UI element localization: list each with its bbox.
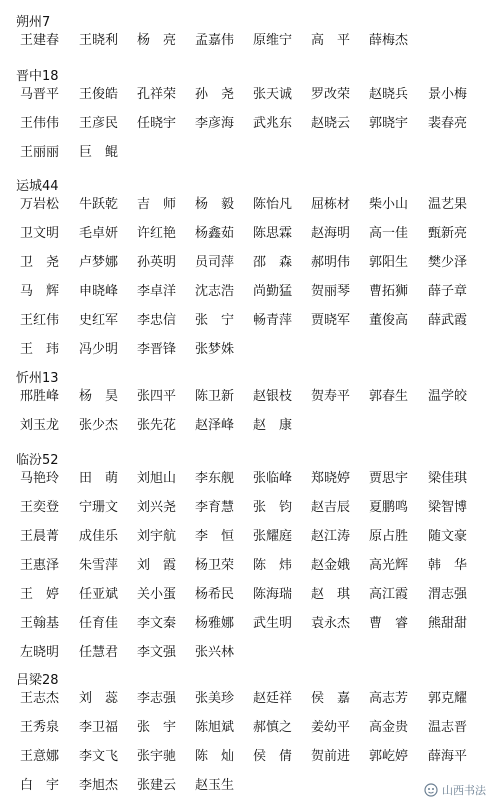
person-name: 卫尧 (20, 255, 73, 270)
person-name: 张宇 (137, 720, 190, 735)
person-name: 郭阳生 (369, 255, 409, 270)
person-name: 王婷 (20, 587, 73, 602)
person-name: 陈思霖 (253, 226, 293, 241)
person-name: 朱雪萍 (79, 558, 119, 573)
person-name: 王俊皓 (79, 87, 119, 102)
person-name: 杨卫荣 (195, 558, 235, 573)
person-name: 张天诚 (253, 87, 293, 102)
person-name: 张宇驰 (137, 749, 177, 764)
person-name: 王丽丽 (20, 145, 60, 160)
name-row (0, 386, 494, 408)
person-name: 赵玉生 (195, 778, 235, 793)
person-name: 许红艳 (137, 226, 177, 241)
region-header: 朔州7 (16, 15, 51, 30)
person-name: 罗改荣 (311, 87, 351, 102)
person-name: 孔祥荣 (137, 87, 177, 102)
person-name: 白宇 (20, 778, 73, 793)
person-name: 万岩松 (20, 197, 60, 212)
name-row (0, 194, 494, 216)
person-name: 韩华 (428, 558, 481, 573)
person-name: 武生明 (253, 616, 293, 631)
person-name: 赵吉辰 (311, 500, 351, 515)
person-name: 陈怡凡 (253, 197, 293, 212)
person-name: 张兴林 (195, 645, 235, 660)
person-name: 高金贵 (369, 720, 409, 735)
name-row (0, 415, 494, 437)
person-name: 任晓宇 (137, 116, 177, 131)
person-name: 张梦姝 (195, 342, 235, 357)
person-name: 李育慧 (195, 500, 235, 515)
person-name: 张少杰 (79, 418, 119, 433)
person-name: 王奕登 (20, 500, 60, 515)
person-name: 景小梅 (428, 87, 468, 102)
person-name: 郭克耀 (428, 691, 468, 706)
person-name: 陈炜 (253, 558, 306, 573)
person-name: 薛海平 (428, 749, 468, 764)
person-name: 樊少泽 (428, 255, 468, 270)
person-name: 张先花 (137, 418, 177, 433)
person-name: 王惠泽 (20, 558, 60, 573)
person-name: 王志杰 (20, 691, 60, 706)
person-name: 梁佳琪 (428, 471, 468, 486)
person-name: 王玮 (20, 342, 73, 357)
person-name: 王晓利 (79, 33, 119, 48)
person-name: 梁智博 (428, 500, 468, 515)
person-name: 夏鹏鸣 (369, 500, 409, 515)
person-name: 马晋平 (20, 87, 60, 102)
person-name: 高江霞 (369, 587, 409, 602)
person-name: 张耀庭 (253, 529, 293, 544)
name-row (0, 642, 494, 664)
person-name: 武兆东 (253, 116, 293, 131)
person-name: 邢胜峰 (20, 389, 60, 404)
name-row (0, 468, 494, 490)
person-name: 赵江涛 (311, 529, 351, 544)
person-name: 张美珍 (195, 691, 235, 706)
person-name: 李卓洋 (137, 284, 177, 299)
person-name: 李志强 (137, 691, 177, 706)
person-name: 郝明伟 (311, 255, 351, 270)
wechat-account-icon (424, 783, 438, 797)
person-name: 赵金娥 (311, 558, 351, 573)
person-name: 李彦海 (195, 116, 235, 131)
person-name: 熊甜甜 (428, 616, 468, 631)
person-name: 董俊高 (369, 313, 409, 328)
person-name: 侯嘉 (311, 691, 364, 706)
person-name: 陈灿 (195, 749, 248, 764)
person-name: 郭屹婷 (369, 749, 409, 764)
person-name: 杨亮 (137, 33, 190, 48)
person-name: 张四平 (137, 389, 177, 404)
person-name: 高平 (311, 33, 364, 48)
person-name: 郭晓宇 (369, 116, 409, 131)
person-name: 牛跃乾 (79, 197, 119, 212)
person-name: 王彦民 (79, 116, 119, 131)
person-name: 高光辉 (369, 558, 409, 573)
person-name: 杨鑫茹 (195, 226, 235, 241)
person-name: 卫文明 (20, 226, 60, 241)
person-name: 温学皎 (428, 389, 468, 404)
person-name: 王翰基 (20, 616, 60, 631)
person-name: 袁永杰 (311, 616, 351, 631)
person-name: 赵康 (253, 418, 306, 433)
person-name: 孙尧 (195, 87, 248, 102)
name-row (0, 526, 494, 548)
person-name: 曹拓狮 (369, 284, 409, 299)
person-name: 杨毅 (195, 197, 248, 212)
person-name: 李文秦 (137, 616, 177, 631)
person-name: 左晓明 (20, 645, 60, 660)
person-name: 杨昊 (79, 389, 132, 404)
person-name: 渭志强 (428, 587, 468, 602)
person-name: 马艳玲 (20, 471, 60, 486)
person-name: 刘旭山 (137, 471, 177, 486)
person-name: 李忠信 (137, 313, 177, 328)
person-name: 田萌 (79, 471, 132, 486)
person-name: 贺丽琴 (311, 284, 351, 299)
name-row (0, 310, 494, 332)
person-name: 郝慎之 (253, 720, 293, 735)
region-header: 忻州13 (16, 371, 59, 386)
person-name: 赵晓云 (311, 116, 351, 131)
person-name: 杨雅娜 (195, 616, 235, 631)
person-name: 张建云 (137, 778, 177, 793)
person-name: 贾晓军 (311, 313, 351, 328)
watermark (424, 782, 486, 798)
person-name: 原占胜 (369, 529, 409, 544)
person-name: 赵琪 (311, 587, 364, 602)
person-name: 高志芳 (369, 691, 409, 706)
person-name: 李文飞 (79, 749, 119, 764)
person-name: 宁珊文 (79, 500, 119, 515)
person-name: 尚勤猛 (253, 284, 293, 299)
person-name: 刘蕊 (79, 691, 132, 706)
person-name: 关小蛋 (137, 587, 177, 602)
person-name: 李旭杰 (79, 778, 119, 793)
name-row (0, 717, 494, 739)
person-name: 刘宇航 (137, 529, 177, 544)
region-header: 运城44 (16, 179, 59, 194)
name-row (0, 688, 494, 710)
name-row (0, 142, 494, 164)
person-name: 温艺果 (428, 197, 468, 212)
person-name: 贺寿平 (311, 389, 351, 404)
person-name: 员司萍 (195, 255, 235, 270)
person-name: 张宁 (195, 313, 248, 328)
person-name: 王秀泉 (20, 720, 60, 735)
region-header: 晋中18 (16, 69, 59, 84)
person-name: 赵海明 (311, 226, 351, 241)
region-header: 吕梁28 (16, 673, 59, 688)
person-name: 刘玉龙 (20, 418, 60, 433)
person-name: 李卫福 (79, 720, 119, 735)
person-name: 李东舰 (195, 471, 235, 486)
person-name: 马辉 (20, 284, 73, 299)
person-name: 甄新亮 (428, 226, 468, 241)
person-name: 刘兴尧 (137, 500, 177, 515)
person-name: 温志晋 (428, 720, 468, 735)
person-name: 曹睿 (369, 616, 422, 631)
person-name: 畅青萍 (253, 313, 293, 328)
name-row (0, 252, 494, 274)
person-name: 毛卓妍 (79, 226, 119, 241)
person-name: 王红伟 (20, 313, 60, 328)
watermark-text: 山西书法 (442, 784, 486, 797)
name-row (0, 746, 494, 768)
person-name: 张钧 (253, 500, 306, 515)
person-name: 孟嘉伟 (195, 33, 235, 48)
person-name: 裴春亮 (428, 116, 468, 131)
person-name: 赵泽峰 (195, 418, 235, 433)
person-name: 陈旭斌 (195, 720, 235, 735)
person-name: 邵森 (253, 255, 306, 270)
person-name: 杨希民 (195, 587, 235, 602)
person-name: 任育佳 (79, 616, 119, 631)
person-name: 屈栋材 (311, 197, 351, 212)
name-row (0, 339, 494, 361)
person-name: 王意娜 (20, 749, 60, 764)
person-name: 任慧君 (79, 645, 119, 660)
person-name: 沈志浩 (195, 284, 235, 299)
person-name: 高一佳 (369, 226, 409, 241)
name-row (0, 84, 494, 106)
person-name: 王晨菁 (20, 529, 60, 544)
person-name: 刘霞 (137, 558, 190, 573)
person-name: 王伟伟 (20, 116, 60, 131)
person-name: 薛子章 (428, 284, 468, 299)
person-name: 陈海瑞 (253, 587, 293, 602)
person-name: 姜幼平 (311, 720, 351, 735)
person-name: 赵晓兵 (369, 87, 409, 102)
person-name: 赵廷祥 (253, 691, 293, 706)
person-name: 李晋锋 (137, 342, 177, 357)
name-row (0, 223, 494, 245)
person-name: 郭春生 (369, 389, 409, 404)
person-name: 侯倩 (253, 749, 306, 764)
name-row (0, 281, 494, 303)
person-name: 卢梦娜 (79, 255, 119, 270)
name-row (0, 30, 494, 52)
person-name: 孙英明 (137, 255, 177, 270)
person-name: 冯少明 (79, 342, 119, 357)
person-name: 薛梅杰 (369, 33, 409, 48)
person-name: 随文豪 (428, 529, 468, 544)
region-header: 临汾52 (16, 453, 59, 468)
name-row (0, 113, 494, 135)
person-name: 巨鲲 (79, 145, 132, 160)
name-row (0, 497, 494, 519)
name-row (0, 775, 494, 797)
person-name: 任亚斌 (79, 587, 119, 602)
name-row (0, 555, 494, 577)
person-name: 柴小山 (369, 197, 409, 212)
person-name: 张临峰 (253, 471, 293, 486)
person-name: 赵银枝 (253, 389, 293, 404)
name-row (0, 613, 494, 635)
person-name: 成佳乐 (79, 529, 119, 544)
person-name: 原维宁 (253, 33, 293, 48)
person-name: 申晓峰 (79, 284, 119, 299)
person-name: 郑晓婷 (311, 471, 351, 486)
person-name: 薛武霞 (428, 313, 468, 328)
person-name: 李恒 (195, 529, 248, 544)
person-name: 史红军 (79, 313, 119, 328)
person-name: 李文强 (137, 645, 177, 660)
person-name: 吉师 (137, 197, 190, 212)
person-name: 贾思宇 (369, 471, 409, 486)
person-name: 贺前进 (311, 749, 351, 764)
person-name: 王建春 (20, 33, 60, 48)
person-name: 陈卫新 (195, 389, 235, 404)
name-row (0, 584, 494, 606)
